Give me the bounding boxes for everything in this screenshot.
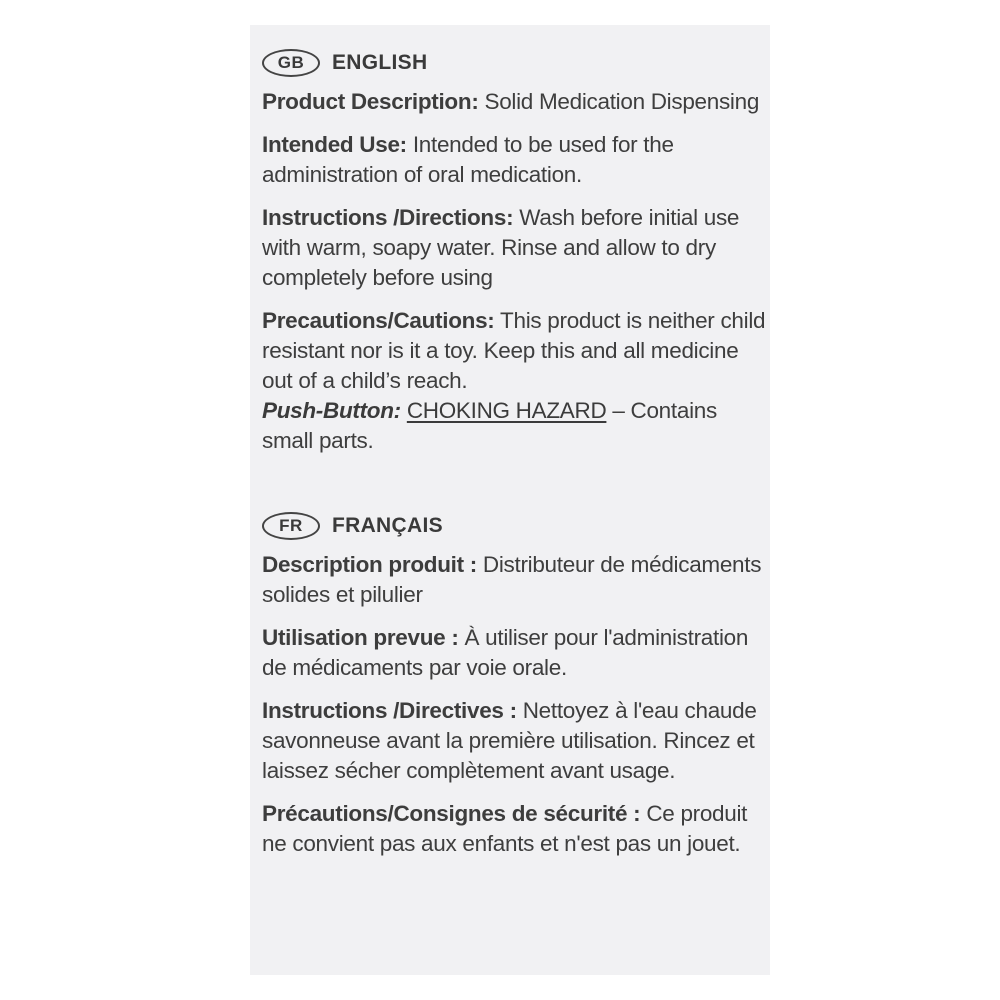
precautions-text: This product is neither child resistant nor is it a toy. Keep this and all medicine out of a child’s reach. [262, 308, 766, 393]
intended-use-label: Intended Use: [262, 132, 407, 157]
precautions-label: Precautions/Cautions: [262, 308, 495, 333]
language-header-english [262, 49, 770, 77]
precautions-text: Ce produit ne convient pas aux enfants et n'est pas un jouet. [262, 801, 748, 856]
push-button-text: – Contains small parts. [262, 398, 717, 453]
country-badge-gb: GB [262, 49, 320, 77]
choking-hazard-warning: CHOKING HAZARD [406, 398, 607, 423]
country-badge-fr: FR [262, 512, 320, 540]
intended-use-paragraph [262, 130, 767, 190]
instruction-leaflet [250, 25, 770, 975]
instructions-text: Nettoyez à l'eau chaude savonneuse avant la première utilisation. Rincez et laissez sécher complètement avant usage. [262, 698, 757, 783]
instructions-text: Wash before initial use with warm, soapy water. Rinse and allow to dry completely before using [262, 205, 740, 290]
product-description-label: Product Description: [262, 89, 479, 114]
intended-use-paragraph [262, 623, 767, 683]
precautions-label: Précautions/Consignes de sécurité : [262, 801, 641, 826]
push-button-label: Push-Button: [262, 398, 401, 423]
product-description-text: Distributeur de médicaments solides et pilulier [262, 552, 762, 607]
intended-use-text: À utiliser pour l'administration de médicaments par voie orale. [262, 625, 749, 680]
product-description-label: Description produit : [262, 552, 477, 577]
product-description-text: Solid Medication Dispensing [484, 89, 760, 114]
push-button-paragraph [262, 396, 767, 456]
product-description-paragraph [262, 87, 767, 117]
language-header-french [262, 512, 770, 540]
language-title: ENGLISH [332, 51, 428, 74]
instructions-label: Instructions /Directions: [262, 205, 514, 230]
product-description-paragraph [262, 550, 767, 610]
section-french [262, 512, 770, 859]
instructions-paragraph [262, 696, 767, 786]
instructions-paragraph [262, 203, 767, 293]
instructions-label: Instructions /Directives : [262, 698, 517, 723]
intended-use-label: Utilisation prevue : [262, 625, 459, 650]
intended-use-text: Intended to be used for the administration of oral medication. [262, 132, 674, 187]
section-english [262, 49, 770, 456]
precautions-paragraph [262, 306, 767, 396]
language-title: FRANÇAIS [332, 514, 443, 537]
precautions-paragraph [262, 799, 767, 859]
